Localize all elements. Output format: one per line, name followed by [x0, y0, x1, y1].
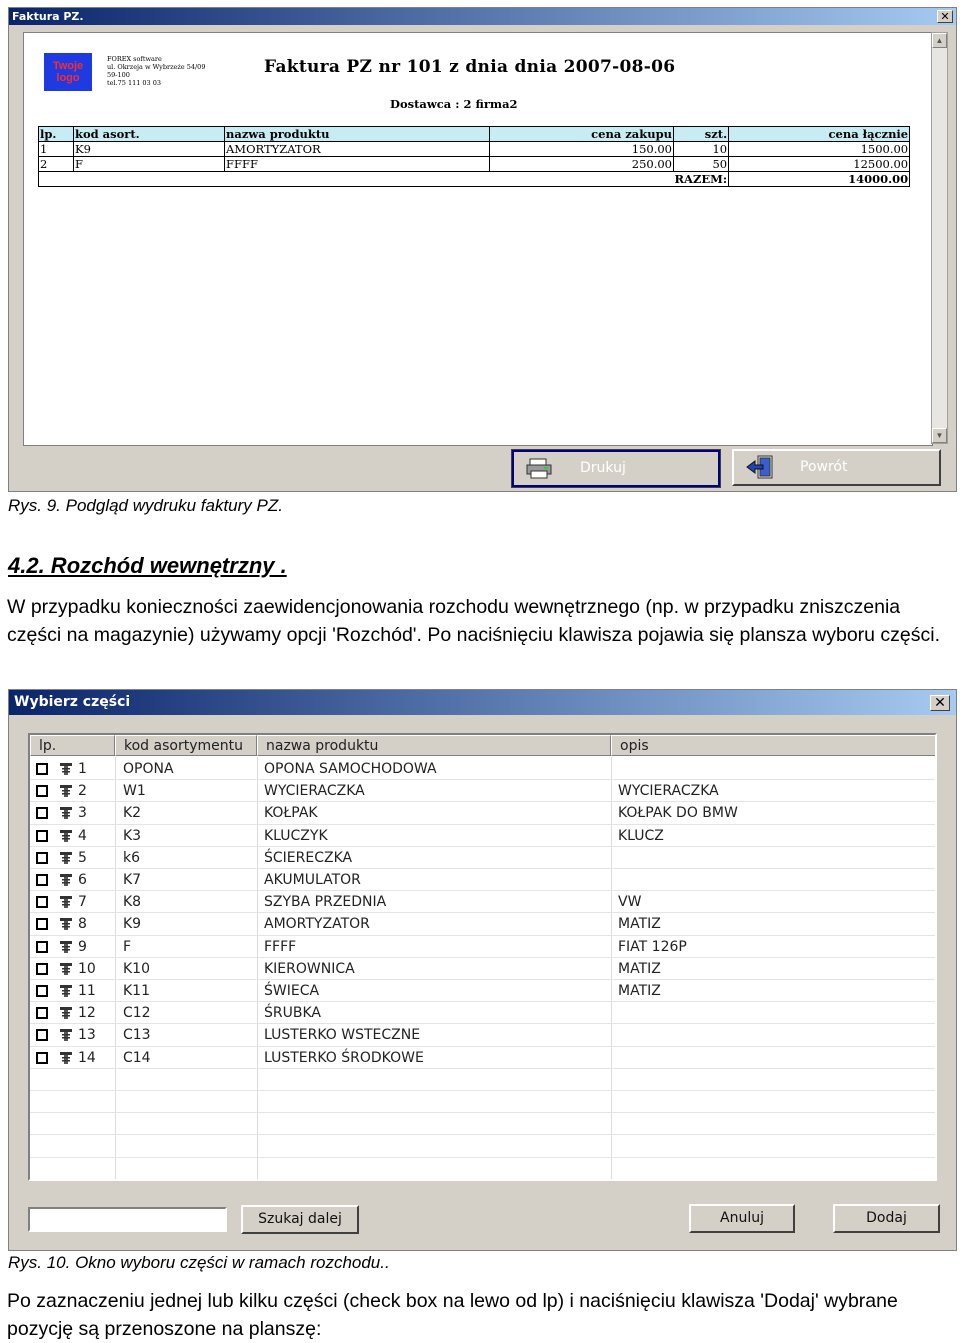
table-cell: 10: [674, 142, 729, 157]
list-item[interactable]: [30, 780, 935, 802]
row-checkbox[interactable]: [36, 785, 48, 797]
back-button-label: Powrót: [800, 459, 848, 475]
cell-code: F: [123, 938, 132, 955]
part-icon: [59, 829, 73, 843]
print-preview-area: [23, 32, 933, 446]
invoice-preview-window: [8, 7, 957, 492]
part-icon: [59, 784, 73, 798]
table-cell: 250.00: [490, 157, 674, 172]
part-icon: [59, 873, 73, 887]
cell-code: C12: [123, 1005, 151, 1022]
table-cell: K9: [74, 142, 225, 157]
cell-description: VW: [618, 894, 642, 911]
cell-code: C13: [123, 1027, 151, 1044]
cell-code: K11: [123, 983, 150, 999]
row-checkbox[interactable]: [36, 985, 48, 997]
row-checkbox[interactable]: [36, 963, 48, 975]
column-header: szt.: [674, 127, 729, 142]
vertical-scrollbar[interactable]: [931, 32, 948, 444]
row-checkbox[interactable]: [36, 896, 48, 908]
cell-lp: 14: [78, 1049, 96, 1066]
company-line: tel.75 111 03 03: [107, 79, 162, 87]
cell-name: OPONA SAMOCHODOWA: [264, 761, 437, 777]
exit-door-icon: [746, 455, 776, 479]
cell-name: LUSTERKO WSTECZNE: [264, 1027, 421, 1044]
cell-code: K8: [123, 894, 142, 911]
list-item[interactable]: [30, 1047, 935, 1069]
list-item[interactable]: [30, 913, 935, 935]
row-checkbox[interactable]: [36, 918, 48, 930]
table-cell: 2: [39, 157, 74, 172]
column-header-name[interactable]: nazwa produktu: [257, 735, 611, 756]
part-icon: [59, 895, 73, 909]
column-header: kod asort.: [74, 127, 225, 142]
cell-lp: 12: [78, 1005, 96, 1022]
column-header-lp[interactable]: lp.: [30, 735, 115, 756]
list-item[interactable]: [30, 847, 935, 869]
table-cell: 50: [674, 157, 729, 172]
company-line: 59-100: [107, 71, 130, 79]
column-header-code[interactable]: kod asortymentu: [115, 735, 257, 756]
cell-name: KOŁPAK: [264, 805, 318, 822]
column-header: cena łącznie: [729, 127, 910, 142]
row-divider: [30, 1112, 935, 1113]
part-icon: [59, 1028, 73, 1042]
column-header: nazwa produktu: [225, 127, 490, 142]
part-icon: [59, 940, 73, 954]
list-item[interactable]: [30, 758, 935, 780]
cell-code: K9: [123, 916, 142, 933]
cell-name: ŚWIECA: [264, 983, 320, 999]
cell-description: WYCIERACZKA: [618, 783, 719, 800]
cell-name: WYCIERACZKA: [264, 783, 365, 800]
part-icon: [59, 806, 73, 820]
cell-lp: 5: [78, 849, 87, 866]
cell-lp: 9: [78, 938, 87, 955]
select-parts-window: [8, 689, 957, 1251]
row-checkbox[interactable]: [36, 1029, 48, 1041]
cell-name: AKUMULATOR: [264, 872, 361, 888]
total-value: 14000.00: [729, 172, 910, 187]
company-line: FOREX software: [107, 55, 162, 63]
list-item[interactable]: [30, 958, 935, 980]
part-icon: [59, 851, 73, 865]
row-checkbox[interactable]: [36, 1052, 48, 1064]
cell-code: OPONA: [123, 761, 174, 777]
table-cell: FFFF: [225, 157, 490, 172]
invoice-title: Faktura PZ nr 101 z dnia dnia 2007-08-06: [264, 57, 676, 77]
cell-description: KOŁPAK DO BMW: [618, 805, 738, 822]
cell-name: SZYBA PRZEDNIA: [264, 894, 387, 911]
table-cell: 12500.00: [729, 157, 910, 172]
cell-code: C14: [123, 1049, 151, 1066]
cell-code: W1: [123, 783, 146, 800]
paragraph: W przypadku konieczności zaewidencjonowania rozchodu wewnętrznego (np. w przypadku zniszczenia części na magazynie) używamy opcji 'Rozchód'. Po naciśnięciu klawisza pojawia się plansza wyboru części.: [7, 596, 941, 646]
window-title: Faktura PZ.: [12, 10, 84, 23]
part-icon: [59, 1051, 73, 1065]
part-icon: [59, 917, 73, 931]
title-bar: [9, 8, 956, 25]
paragraph: Po zaznaczeniu jednej lub kilku części (check box na lewo od lp) i naciśnięciu klawisza 'Dodaj' wybrane pozycję są przenoszone na planszę:: [7, 1290, 898, 1340]
part-icon: [59, 1006, 73, 1020]
invoice-table: [38, 126, 910, 187]
cell-lp: 13: [78, 1027, 96, 1044]
printer-icon: [526, 456, 556, 480]
cell-description: FIAT 126P: [618, 938, 687, 955]
table-cell: F: [74, 157, 225, 172]
figure-caption: Rys. 9. Podgląd wydruku faktury PZ.: [8, 496, 283, 515]
list-item[interactable]: [30, 869, 935, 891]
search-input[interactable]: [28, 1207, 227, 1232]
cell-lp: 1: [78, 761, 87, 777]
cell-description: KLUCZ: [618, 827, 664, 844]
company-logo: Twoje logo: [44, 53, 92, 91]
cell-lp: 7: [78, 894, 87, 911]
row-divider: [30, 1157, 935, 1158]
cell-code: k6: [123, 849, 141, 866]
print-button-label: Drukuj: [580, 460, 626, 476]
cell-name: ŚCIERECZKA: [264, 849, 353, 866]
scroll-down-icon[interactable]: ▼: [932, 428, 947, 443]
column-header-description[interactable]: opis: [611, 735, 937, 756]
list-item[interactable]: [30, 980, 935, 1002]
back-button[interactable]: [732, 449, 941, 486]
part-icon: [59, 984, 73, 998]
close-button[interactable]: ✕: [930, 695, 950, 711]
list-item[interactable]: [30, 1024, 935, 1046]
figure-caption: Rys. 10. Okno wyboru części w ramach rozchodu..: [8, 1253, 390, 1272]
table-row: [39, 142, 910, 157]
part-icon: [59, 762, 73, 776]
section-heading: 4.2. Rozchód wewnętrzny .: [8, 553, 287, 578]
row-checkbox[interactable]: [36, 830, 48, 842]
close-button[interactable]: ✕: [937, 10, 953, 23]
invoice-supplier: Dostawca : 2 firma2: [390, 97, 518, 111]
list-item[interactable]: [30, 1002, 935, 1024]
row-checkbox[interactable]: [36, 941, 48, 953]
cell-name: KIEROWNICA: [264, 960, 355, 977]
row-checkbox[interactable]: [36, 1007, 48, 1019]
cell-lp: 4: [78, 827, 87, 844]
table-header-row: [39, 127, 910, 142]
cell-code: K3: [123, 827, 142, 844]
row-checkbox[interactable]: [36, 763, 48, 775]
company-line: ul. Okrzeja w Wybrzeże 54/09: [107, 63, 206, 71]
cancel-button[interactable]: Anuluj: [689, 1204, 795, 1233]
cell-lp: 3: [78, 805, 87, 822]
print-button[interactable]: [512, 450, 720, 487]
column-header: cena zakupu: [490, 127, 674, 142]
row-checkbox[interactable]: [36, 874, 48, 886]
column-header: lp.: [39, 127, 74, 142]
part-icon: [59, 962, 73, 976]
cell-name: AMORTYZATOR: [264, 916, 370, 933]
title-bar: [9, 690, 956, 715]
cell-code: K7: [123, 872, 142, 888]
table-row: [39, 157, 910, 172]
cell-description: MATIZ: [618, 983, 661, 999]
row-divider: [30, 1179, 935, 1180]
table-total-row: [39, 172, 910, 187]
scroll-up-icon[interactable]: ▲: [932, 33, 947, 48]
cell-description: MATIZ: [618, 960, 661, 977]
row-divider: [30, 1134, 935, 1135]
cell-name: KLUCZYK: [264, 827, 328, 844]
cell-lp: 2: [78, 783, 87, 800]
cell-code: K2: [123, 805, 142, 822]
cell-name: FFFF: [264, 938, 297, 955]
cell-lp: 8: [78, 916, 87, 933]
table-cell: 1: [39, 142, 74, 157]
list-item[interactable]: [30, 802, 935, 824]
table-cell: AMORTYZATOR: [225, 142, 490, 157]
total-label: RAZEM:: [674, 172, 728, 186]
row-checkbox[interactable]: [36, 807, 48, 819]
list-item[interactable]: [30, 825, 935, 847]
cell-lp: 11: [78, 983, 96, 999]
row-checkbox[interactable]: [36, 852, 48, 864]
table-cell: 150.00: [490, 142, 674, 157]
search-next-button[interactable]: Szukaj dalej: [241, 1205, 359, 1234]
cell-lp: 6: [78, 872, 87, 888]
row-divider: [30, 1090, 935, 1091]
list-item[interactable]: [30, 891, 935, 913]
cell-description: MATIZ: [618, 916, 661, 933]
company-address: [107, 55, 205, 87]
cell-lp: 10: [78, 960, 96, 977]
cell-name: ŚRUBKA: [264, 1005, 321, 1022]
table-cell: 1500.00: [729, 142, 910, 157]
parts-grid[interactable]: [28, 733, 937, 1181]
list-item[interactable]: [30, 936, 935, 958]
cell-name: LUSTERKO ŚRODKOWE: [264, 1049, 424, 1066]
cell-code: K10: [123, 960, 150, 977]
window-title: Wybierz części: [14, 694, 131, 710]
add-button[interactable]: Dodaj: [833, 1204, 940, 1233]
